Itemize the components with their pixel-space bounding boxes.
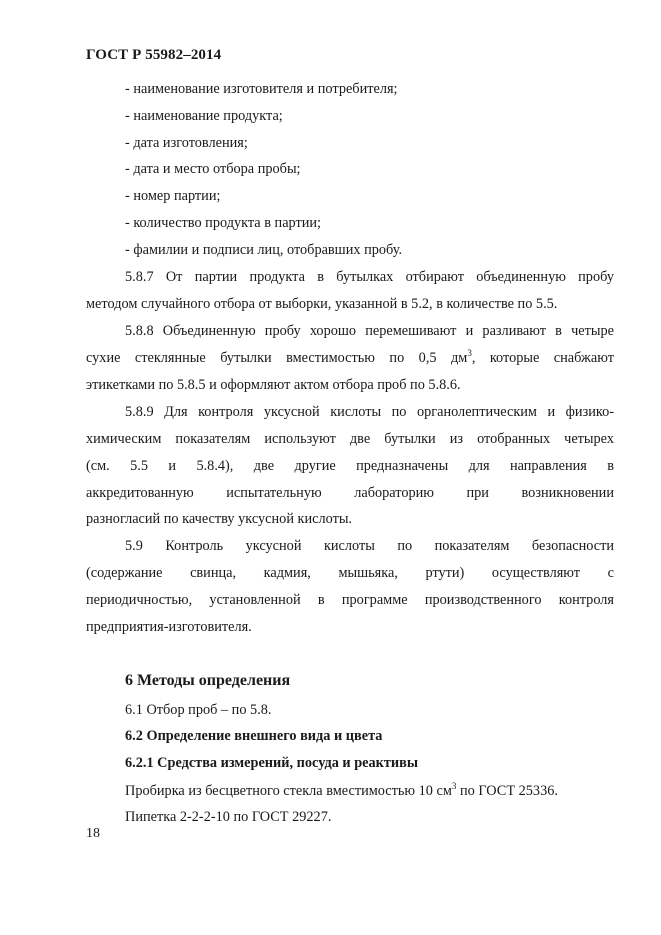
- list-item: - фамилии и подписи лиц, отобравших пробу.: [125, 242, 403, 258]
- list-item: - дата изготовления;: [125, 135, 248, 151]
- paragraph-line: 5.8.7 От партии продукта в бутылках отбирают объединенную пробу: [125, 269, 614, 285]
- paragraph-line: Пипетка 2-2-2-10 по ГОСТ 29227.: [125, 809, 332, 825]
- paragraph-line: 5.8.9 Для контроля уксусной кислоты по органолептическим и физико-: [125, 404, 614, 420]
- paragraph-line: разногласий по качеству уксусной кислоты.: [86, 511, 353, 527]
- paragraph-line: [125, 782, 614, 800]
- paragraph-line: этикетками по 5.8.5 и оформляют актом отбора проб по 5.8.6.: [86, 377, 461, 393]
- section-heading: 6 Методы определения: [125, 672, 291, 689]
- paragraph-line: 5.9 Контроль уксусной кислоты по показателям безопасности: [125, 538, 614, 554]
- paragraph-line: 6.1 Отбор проб – по 5.8.: [125, 702, 272, 718]
- list-item: - наименование продукта;: [125, 108, 283, 124]
- paragraph-line: периодичностью, установленной в программе производственного контроля: [86, 592, 614, 608]
- text-span: Пробирка из бесцветного стекла вместимостью 10 см: [125, 783, 452, 799]
- document-header: ГОСТ Р 55982–2014: [86, 47, 222, 63]
- list-item: - наименование изготовителя и потребителя;: [125, 81, 398, 97]
- list-item: - номер партии;: [125, 188, 221, 204]
- superscript: 3: [467, 348, 472, 358]
- paragraph-line: (содержание свинца, кадмия, мышьяка, ртути) осуществляют с: [86, 565, 614, 581]
- paragraph-line: аккредитованную испытательную лабораторию при возникновении: [86, 485, 614, 501]
- paragraph-line: 5.8.8 Объединенную пробу хорошо перемешивают и разливают в четыре: [125, 323, 614, 339]
- subsection-heading: 6.2.1 Средства измерений, посуда и реактивы: [125, 755, 419, 771]
- paragraph-line: предприятия-изготовителя.: [86, 619, 252, 635]
- paragraph-line: химическим показателям используют две бутылки из отобранных четырех: [86, 431, 614, 447]
- text-span: по ГОСТ 25336.: [456, 783, 558, 799]
- list-item: - дата и место отбора пробы;: [125, 161, 301, 177]
- paragraph-line: [86, 349, 614, 367]
- subsection-heading: 6.2 Определение внешнего вида и цвета: [125, 728, 383, 744]
- text-span: сухие стеклянные бутылки вместимостью по 0,5 дм: [86, 350, 468, 366]
- list-item: - количество продукта в партии;: [125, 215, 322, 231]
- paragraph-line: (см. 5.5 и 5.8.4), две другие предназначены для направления в: [86, 458, 614, 474]
- text-span: , которые снабжают: [471, 350, 615, 366]
- superscript: 3: [451, 781, 457, 791]
- page-number: 18: [86, 826, 100, 841]
- paragraph-line: методом случайного отбора от выборки, указанной в 5.2, в количестве по 5.5.: [86, 296, 558, 312]
